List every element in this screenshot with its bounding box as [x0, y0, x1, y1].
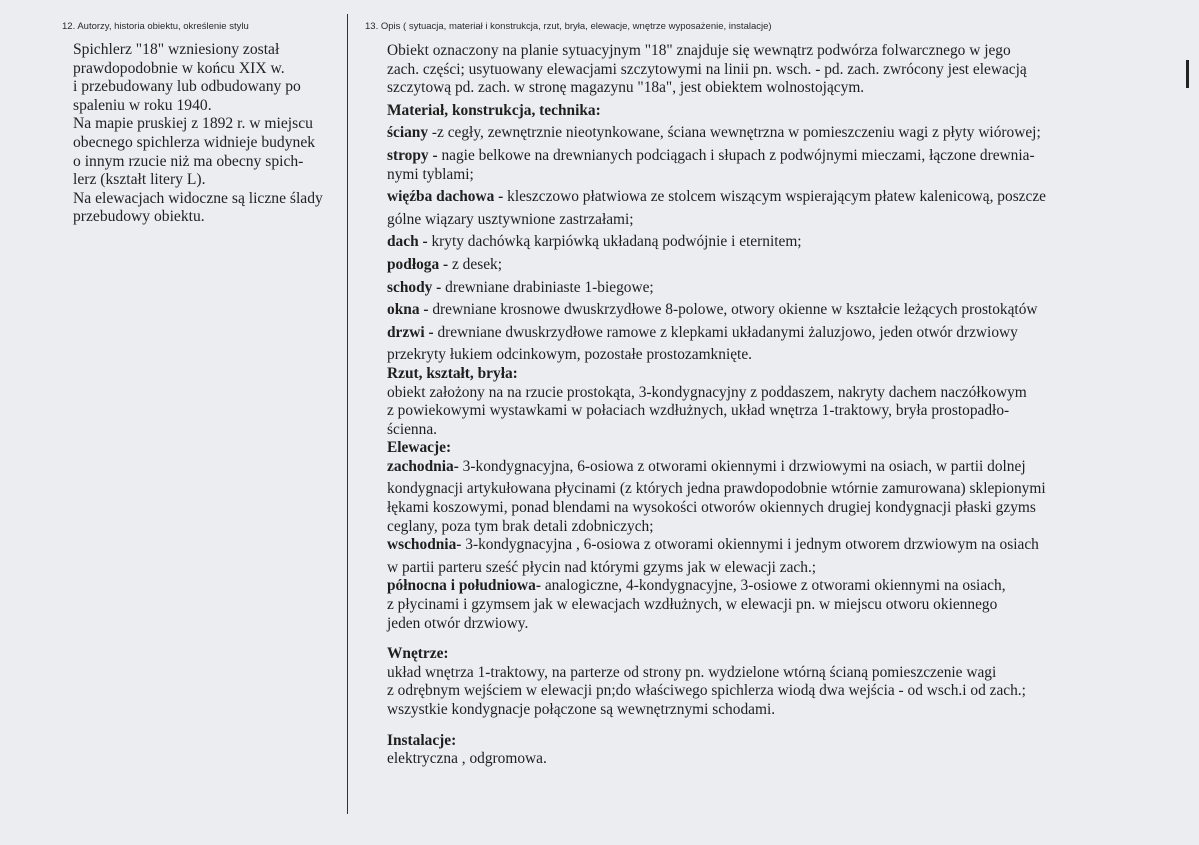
east-elevation-row — [387, 536, 1177, 555]
doors-label: drzwi - — [387, 323, 434, 341]
history-line: prawdopodobnie w końcu XIX w. — [73, 59, 285, 77]
north-south-elevation-row — [387, 577, 1177, 596]
stairs-text: drewniane drabiniaste 1-biegowe; — [441, 278, 654, 296]
floor-row — [387, 256, 1177, 275]
west-elevation-text: 3-kondygnacyjna, 6-osiowa z otworami okiennymi i drzwiowymi na osiach, w partii dolnej — [458, 457, 1026, 475]
north-south-elevation-line: z płycinami i gzymsem jak w elewacjach wzdłużnych, w elewacji pn. w miejscu otworu okiennego — [387, 596, 998, 614]
history-line: obecnego spichlerza widnieje budynek — [73, 133, 316, 151]
history-line: Na elewacjach widoczne są liczne ślady — [73, 189, 323, 207]
history-line: i przebudowany lub odbudowany po — [73, 78, 301, 96]
plan-heading: Rzut, kształt, bryła: — [387, 364, 518, 382]
intro-line: zach. części; usytuowany elewacjami szczytowymi na linii pn. wsch. - pd. zach. zwrócony jest elewacją — [387, 60, 1027, 78]
roof-truss-label: więźba dachowa - — [387, 188, 504, 206]
roof-truss-cont: gólne wiązary usztywnione zastrzałami; — [387, 210, 634, 228]
interior-line: układ wnętrza 1-traktowy, na parterze od strony pn. wydzielone wtórną ścianą pomieszczenie wagi — [387, 663, 997, 681]
windows-text: drewniane krosnowe dwuskrzydłowe 8-polowe, otwory okienne w kształcie leżących prostokątów — [428, 301, 1038, 319]
history-line: lerz (kształt litery L). — [73, 171, 206, 189]
roof-truss-row — [387, 188, 1177, 207]
history-line: przebudowy obiektu. — [73, 208, 205, 226]
west-elevation-line: kondygnacji artykułowana płycinami (z których jedna prawdopodobnie wtórnie zamurowana) sklepionymi — [387, 480, 1046, 498]
section-12-heading: 12. Autorzy, historia obiektu, określenie stylu — [62, 21, 249, 32]
west-elevation-line: ceglany, poza tym brak detali zdobniczych; — [387, 517, 654, 535]
floor-text: z desek; — [448, 255, 503, 273]
edge-mark — [1186, 60, 1189, 88]
west-elevation-label: zachodnia- — [387, 457, 459, 475]
plan-line: obiekt założony na na rzucie prostokąta, 3-kondygnacyjny z poddaszem, nakryty dachem naczółkowym — [387, 383, 1027, 401]
roof-truss-text: kleszczowo płatwiowa ze stolcem wiszącym wspierającym płatew kalenicową, poszcze — [503, 188, 1047, 206]
section-13-heading: 13. Opis ( sytuacja, materiał i konstrukcja, rzut, bryła, elewacje, wnętrze wyposażenie, instalacje) — [365, 21, 772, 32]
roof-row — [387, 233, 1177, 252]
east-elevation-label: wschodnia- — [387, 536, 462, 554]
history-line: o innym rzucie niż ma obecny spich- — [73, 152, 304, 170]
walls-label: ściany — [387, 124, 429, 142]
material-heading: Materiał, konstrukcja, technika: — [387, 101, 601, 119]
installations-text: elektryczna , odgromowa. — [387, 750, 547, 768]
north-south-elevation-label: północna i południowa- — [387, 577, 541, 595]
ceilings-row — [387, 147, 1177, 166]
stairs-label: schody - — [387, 278, 442, 296]
ceilings-label: stropy - — [387, 146, 438, 164]
doors-text: drewniane dwuskrzydłowe ramowe z klepkami układanymi żaluzjowo, jeden otwór drzwiowy — [433, 323, 1018, 341]
west-elevation-row — [387, 458, 1177, 477]
doors-row — [387, 324, 1177, 343]
intro-line: szczytową pd. zach. w stronę magazynu "18a", jest obiektem wolnostojącym. — [387, 79, 865, 97]
north-south-elevation-line: jeden otwór drzwiowy. — [387, 614, 529, 632]
elevations-heading: Elewacje: — [387, 439, 452, 457]
ceilings-cont: nymi tyblami; — [387, 165, 474, 183]
west-elevation-line: łękami koszowymi, ponad blendami na wysokości otworów okiennych drugiej kondygnacji płaski gzyms — [387, 499, 1036, 517]
east-elevation-line: w partii parteru sześć płycin nad którymi gzyms jak w elewacji zach.; — [387, 558, 817, 576]
intro-line: Obiekt oznaczony na planie sytuacyjnym "18" znajduje się wewnątrz podwórza folwarcznego w jego — [387, 42, 1011, 59]
ceilings-text: nagie belkowe na drewnianych podciągach i słupach z podwójnymi mieczami, łączone drewnia- — [437, 146, 1035, 164]
east-elevation-text: 3-kondygnacyjna , 6-osiowa z otworami okiennymi i jednym otworem drzwiowym na osiach — [461, 536, 1039, 554]
walls-row — [387, 124, 1177, 143]
roof-text: kryty dachówką karpiówką układaną podwójnie i eternitem; — [427, 233, 802, 251]
interior-line: wszystkie kondygnacje połączone są wewnętrznymi schodami. — [387, 701, 776, 718]
history-line: Spichlerz "18" wzniesiony został — [73, 41, 280, 58]
windows-row — [387, 301, 1177, 320]
plan-line: z powiekowymi wystawkami w połaciach wzdłużnych, układ wnętrza 1-traktowy, bryła prostopadło- — [387, 402, 1010, 420]
windows-label: okna - — [387, 301, 429, 319]
stairs-row — [387, 279, 1177, 298]
plan-line: ścienna. — [387, 420, 437, 438]
installations-heading: Instalacje: — [387, 731, 457, 749]
section-13-body — [387, 42, 1177, 769]
doors-cont: przekryty łukiem odcinkowym, pozostałe prostozamknięte. — [387, 346, 753, 364]
history-line: spaleniu w roku 1940. — [73, 96, 212, 114]
interior-line: z odrębnym wejściem w elewacji pn;do właściwego spichlerza wiodą dwa wejścia - od wsch.i od zach.; — [387, 682, 1026, 700]
section-12-body — [73, 41, 348, 227]
walls-text: -z cegły, zewnętrznie nieotynkowane, ściana wewnętrzna w pomieszczeniu wagi z płyty wiórowej; — [428, 124, 1041, 142]
history-line: Na mapie pruskiej z 1892 r. w miejscu — [73, 115, 313, 133]
north-south-elevation-text: analogiczne, 4-kondygnacyjne, 3-osiowe z otworami okiennymi na osiach, — [540, 577, 1006, 595]
floor-label: podłoga - — [387, 255, 449, 273]
roof-label: dach - — [387, 233, 428, 251]
interior-heading: Wnętrze: — [387, 645, 449, 663]
